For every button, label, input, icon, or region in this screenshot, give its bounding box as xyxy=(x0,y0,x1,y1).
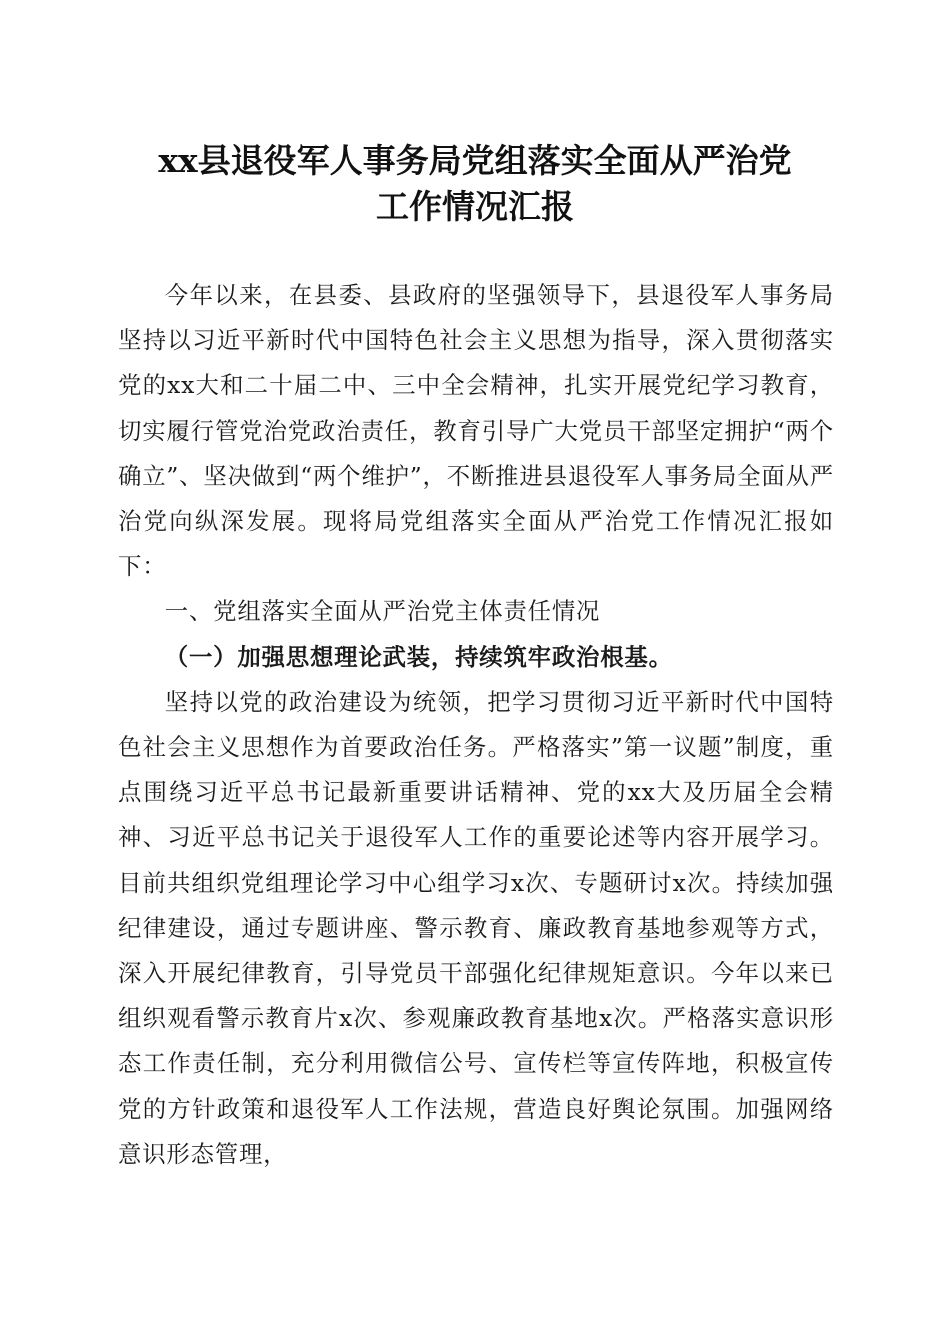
document-title xyxy=(100,138,850,230)
section-1-heading: 一、党组落实全面从严治党主体责任情况 xyxy=(164,597,601,626)
title-line-1: xx县退役军人事务局党组落实全面从严治党 xyxy=(158,141,792,180)
document-body xyxy=(118,273,834,1177)
subsection-1-paragraph: 坚持以党的政治建设为统领，把学习贯彻习近平新时代中国特色社会主义思想作为首要政治任务。严格落实”第一议题”制度，重点围绕习近平总书记最新重要讲话精神、党的xx大及历届全会精神、习近平总书记关于退役军人工作的重要论述等内容开展学习。目前共组织党组理论学习中心组学习x次、专题研讨x次。持续加强纪律建设，通过专题讲座、警示教育、廉政教育基地参观等方式，深入开展纪律教育，引导党员干部强化纪律规矩意识。今年以来已组织观看警示教育片x次、参观廉政教育基地x次。严格落实意识形态工作责任制，充分利用微信公号、宣传栏等宣传阵地，积极宣传党的方针政策和退役军人工作法规，营造良好舆论氛围。加强网络意识形态管理， xyxy=(118,687,834,1168)
intro-paragraph: 今年以来，在县委、县政府的坚强领导下，县退役军人事务局坚持以习近平新时代中国特色社会主义思想为指导，深入贯彻落实党的xx大和二十届二中、三中全会精神，扎实开展党纪学习教育，切实履行管党治党政治责任，教育引导广大党员干部坚定拥护“两个确立”、坚决做到“两个维护”，不断推进县退役军人事务局全面从严治党向纵深发展。现将局党组落实全面从严治党工作情况汇报如下： xyxy=(118,281,834,581)
title-line-2: 工作情况汇报 xyxy=(376,187,574,226)
subsection-1-heading: （一）加强思想理论武装，持续筑牢政治根基。 xyxy=(164,642,673,671)
